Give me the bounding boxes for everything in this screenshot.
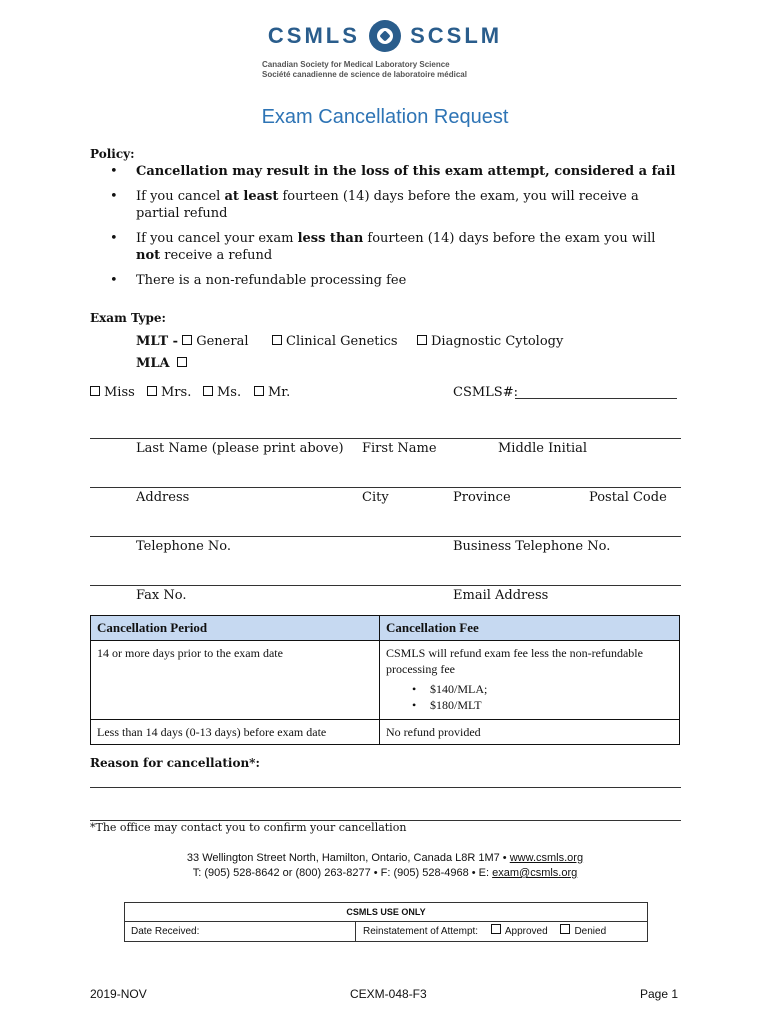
contact-address: 33 Wellington Street North, Hamilton, Ontario, Canada L8R 1M7 • www.csmls.org bbox=[186, 852, 584, 864]
postal-code-label: Postal Code bbox=[589, 490, 667, 505]
general-checkbox[interactable] bbox=[182, 335, 192, 345]
ms-checkbox[interactable] bbox=[203, 386, 213, 396]
email-link[interactable]: exam@csmls.org bbox=[492, 867, 578, 879]
diagnostic-cytology-checkbox[interactable] bbox=[417, 335, 427, 345]
row1-fee: CSMLS will refund exam fee less the non-refundable processing fee • $140/MLA; • $180/MLT bbox=[380, 641, 680, 720]
mrs-checkbox[interactable] bbox=[147, 386, 157, 396]
date-received-label: Date Received: bbox=[131, 926, 200, 937]
footer-date: 2019-NOV bbox=[90, 987, 147, 1001]
address-input-line[interactable] bbox=[90, 487, 681, 488]
mlt-label: MLT - bbox=[136, 334, 179, 349]
telephone-input-line[interactable] bbox=[90, 536, 681, 537]
mla-label: MLA bbox=[136, 356, 170, 371]
table-row bbox=[91, 641, 680, 720]
business-telephone-label: Business Telephone No. bbox=[453, 539, 611, 554]
mla-checkbox[interactable] bbox=[177, 357, 187, 367]
email-label: Email Address bbox=[453, 588, 549, 603]
name-input-line[interactable] bbox=[90, 438, 681, 439]
last-name-label: Last Name (please print above) bbox=[136, 441, 344, 456]
fee-mlt: • $180/MLT bbox=[386, 697, 673, 713]
address-label: Address bbox=[136, 490, 190, 505]
miss-checkbox[interactable] bbox=[90, 386, 100, 396]
fax-label: Fax No. bbox=[136, 588, 187, 603]
mla-row bbox=[136, 355, 191, 372]
middle-initial-label: Middle Initial bbox=[498, 441, 588, 456]
logo-scslm: SCSLM bbox=[410, 23, 503, 48]
reason-input-line[interactable] bbox=[90, 787, 681, 788]
denied-checkbox[interactable] bbox=[560, 924, 570, 934]
policy-list bbox=[110, 163, 680, 297]
csmls-number-field[interactable] bbox=[515, 398, 677, 399]
page-title: Exam Cancellation Request bbox=[261, 106, 509, 128]
policy-item: • If you cancel your exam less than fourteen (14) days before the exam you will not receive a refund bbox=[110, 230, 680, 264]
logo bbox=[0, 20, 770, 60]
fee-mla: • $140/MLA; bbox=[386, 681, 673, 697]
office-use-header: CSMLS USE ONLY bbox=[125, 903, 647, 922]
reason-note: *The office may contact you to confirm your cancellation bbox=[90, 821, 407, 834]
reason-label: Reason for cancellation*: bbox=[90, 756, 260, 770]
logo-subtitle-en: Canadian Society for Medical Laboratory Science bbox=[262, 60, 450, 69]
city-label: City bbox=[362, 490, 389, 505]
policy-item: • If you cancel at least fourteen (14) days before the exam, you will receive a partial refund bbox=[110, 188, 680, 222]
mr-checkbox[interactable] bbox=[254, 386, 264, 396]
office-use-box bbox=[124, 902, 648, 942]
cancellation-fee-table bbox=[90, 615, 680, 745]
table-header-row bbox=[91, 616, 680, 641]
general-label: General bbox=[196, 334, 249, 349]
province-label: Province bbox=[453, 490, 511, 505]
approved-checkbox[interactable] bbox=[491, 924, 501, 934]
row2-period: Less than 14 days (0-13 days) before exam date bbox=[91, 720, 380, 745]
logo-subtitle-fr: Société canadienne de science de laboratoire médical bbox=[262, 70, 467, 79]
diagnostic-cytology-option: Diagnostic Cytology bbox=[417, 333, 563, 350]
policy-item: • Cancellation may result in the loss of this exam attempt, considered a fail bbox=[110, 163, 680, 180]
clinical-genetics-checkbox[interactable] bbox=[272, 335, 282, 345]
cancellation-fee-header: Cancellation Fee bbox=[380, 616, 680, 641]
ms-option: Ms. bbox=[203, 384, 241, 401]
policy-label: Policy: bbox=[90, 147, 135, 161]
row2-fee: No refund provided bbox=[380, 720, 680, 745]
footer-form-code: CEXM-048-F3 bbox=[350, 987, 427, 1001]
csmls-number-label: CSMLS#: bbox=[453, 385, 518, 400]
website-link[interactable]: www.csmls.org bbox=[509, 852, 584, 864]
first-name-label: First Name bbox=[362, 441, 437, 456]
maple-leaf-seal-icon bbox=[369, 20, 401, 52]
row1-period: 14 or more days prior to the exam date bbox=[91, 641, 380, 720]
clinical-genetics-option: Clinical Genetics bbox=[272, 333, 398, 350]
mrs-option: Mrs. bbox=[147, 384, 191, 401]
reinstatement-row: Reinstatement of Attempt: Approved Denied bbox=[363, 926, 607, 937]
mr-option: Mr. bbox=[254, 384, 290, 401]
fax-input-line[interactable] bbox=[90, 585, 681, 586]
cancellation-period-header: Cancellation Period bbox=[91, 616, 380, 641]
footer-page: Page 1 bbox=[640, 987, 679, 1001]
table-row bbox=[91, 720, 680, 745]
miss-option: Miss bbox=[90, 384, 135, 401]
contact-phone: T: (905) 528-8642 or (800) 263-8277 • F: (905) 528-4968 • E: exam@csmls.org bbox=[192, 867, 578, 879]
exam-type-label: Exam Type: bbox=[90, 311, 166, 325]
mlt-row bbox=[136, 333, 249, 350]
policy-item: • There is a non-refundable processing fee bbox=[110, 272, 680, 289]
telephone-label: Telephone No. bbox=[136, 539, 232, 554]
office-use-divider bbox=[355, 922, 356, 941]
logo-csmls: CSMLS bbox=[267, 23, 360, 48]
